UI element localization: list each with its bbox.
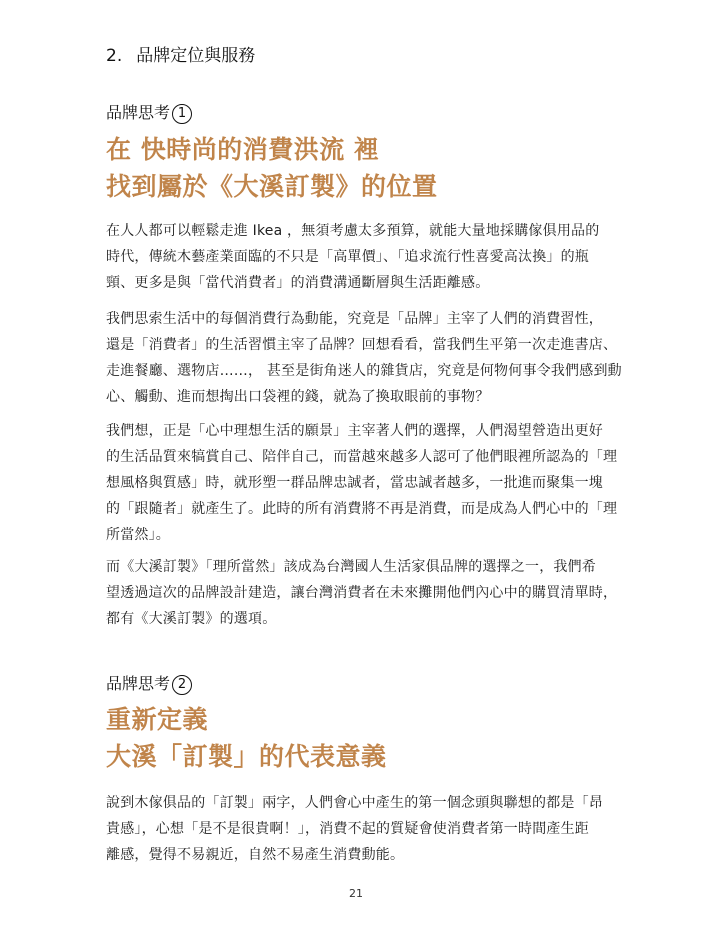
text-line: 我們想，正是「心中理想生活的願景」主宰著人們的選擇，人們渴望營造出更好	[106, 423, 603, 439]
text-line: 心、觸動、進而想掏出口袋裡的錢，就為了換取眼前的事物？	[106, 389, 490, 405]
text-line: 還是「消費者」的生活習慣主宰了品牌？回想看看，當我們生平第一次走進書店、	[106, 337, 618, 353]
section-title: 品牌定位與服務	[136, 46, 256, 66]
paragraph	[106, 418, 616, 548]
circled-number-badge: 2	[172, 675, 192, 695]
text-line: 所當然」。	[106, 527, 170, 543]
text-line: 的生活品質來犒賞自己、陪伴自己，而當越來越多人認可了他們眼裡所認為的「理	[106, 449, 618, 465]
text-line: 走進餐廳、選物店……， 甚至是街角迷人的雜貨店，究竟是何物何事令我們感到動	[106, 363, 622, 379]
brand-thinking-1-label	[106, 101, 192, 125]
text-line: 貴感」，心想「是不是很貴啊！」，消費不起的質疑會使消費者第一時間產生距	[106, 821, 589, 837]
brand-thinking-1-title	[106, 131, 626, 205]
text-line: 說到木傢俱品的「訂製」兩字，人們會心中產生的第一個念頭與聯想的都是「昂	[106, 795, 603, 811]
brand-thinking-2-label	[106, 672, 192, 696]
text-line: 而《大溪訂製》「理所當然」該成為台灣國人生活家俱品牌的選擇之一，我們希	[106, 559, 596, 575]
circled-number-badge: 1	[172, 104, 192, 124]
text-line: 想風格與質感」時，就形塑一群品牌忠誠者，當忠誠者越多，一批進而聚集一塊	[106, 475, 603, 491]
page-number: 21	[349, 887, 363, 900]
paragraph	[106, 554, 616, 632]
text-line: 都有《大溪訂製》的選項。	[106, 611, 277, 627]
text-line: 望透過這次的品牌設計建造，讓台灣消費者在未來攤開他們內心中的購買清單時，	[106, 585, 618, 601]
section-heading	[106, 44, 255, 68]
brand-thinking-label-text: 品牌思考	[106, 103, 171, 122]
title-line: 在 快時尚的消費洪流 裡	[106, 135, 380, 164]
title-line: 大溪「訂製」的代表意義	[106, 742, 387, 771]
title-line: 重新定義	[106, 705, 209, 734]
text-line: 時代，傳統木藝產業面臨的不只是「高單價」、「追求流行性喜愛高汰換」的瓶	[106, 249, 589, 265]
brand-thinking-label-text: 品牌思考	[106, 674, 171, 693]
text-line: 頸、更多是與「當代消費者」的消費溝通斷層與生活距離感。	[106, 275, 490, 291]
brand-thinking-2-title	[106, 701, 626, 775]
text-line: 的「跟隨者」就產生了。此時的所有消費將不再是消費，而是成為人們心中的「理	[106, 501, 618, 517]
text-line: 在人人都可以輕鬆走進 Ikea ，無須考慮太多預算，就能大量地採購傢俱用品的	[106, 223, 600, 239]
section-number: 2.	[106, 46, 123, 66]
paragraph	[106, 218, 616, 296]
title-line: 找到屬於《大溪訂製》的位置	[106, 172, 438, 201]
paragraph	[106, 790, 616, 868]
text-line: 離感，覺得不易親近，自然不易產生消費動能。	[106, 847, 405, 863]
paragraph	[106, 306, 622, 410]
text-line: 我們思索生活中的每個消費行為動能，究竟是「品牌」主宰了人們的消費習性，	[106, 311, 603, 327]
